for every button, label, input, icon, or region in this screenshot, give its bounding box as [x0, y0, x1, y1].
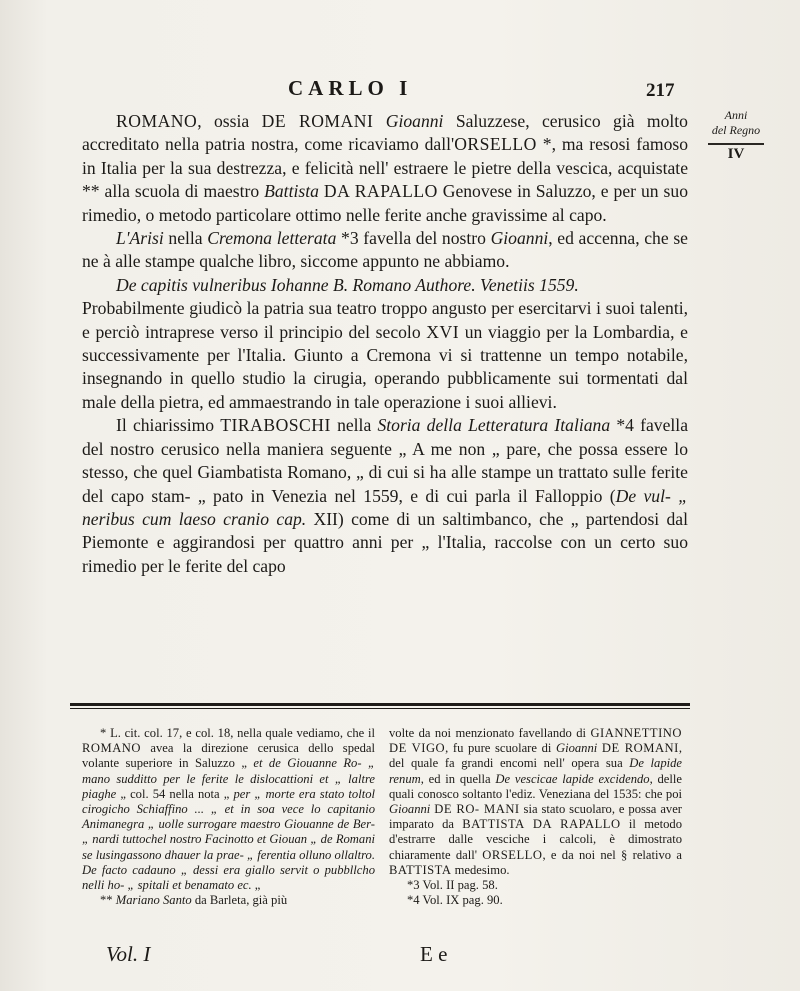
text-run: *, ma resosi famoso in Italia per la sua destrezza, e felicità nell' estraere le pietre della vescica, acquistate ** alla scuola di maestro [82, 134, 689, 202]
footnote-column-right [389, 726, 682, 908]
footnote-4: *4 Vol. IX pag. 90. [407, 893, 503, 908]
catchword: E e [420, 942, 448, 966]
text-run: „ col. 54 nella nota „ [116, 786, 234, 801]
name-de-romani: DE RO- MANI [434, 802, 520, 817]
name-battista-da-rapallo: BATTISTA DA RAPALLO [462, 817, 621, 832]
name-romano: ROMANO [116, 111, 198, 131]
text-run [373, 111, 385, 131]
text-run: *3 favella del nostro [336, 228, 491, 249]
margin-note [700, 108, 772, 162]
text-run: Il chiarissimo [116, 415, 221, 436]
name-gioanni: Gioanni [490, 228, 549, 249]
name-romano: ROMANO [82, 741, 141, 756]
name-gioanni: Gioanni [385, 111, 444, 131]
separator-thick-rule [70, 703, 690, 706]
text-run: , ossia [197, 111, 262, 131]
text-run: *4 favella del nostro cerusico nella maniera seguente „ A me non „ pare, che possa essere lo stesso, che quel Giambatista Romano, „ di cui si ha alle stampe un trattato sulle ferite del capo stam- „ pato in Venezia nel 1559, e di cui parla il Falloppio ( [82, 415, 689, 506]
footnote-column-left [82, 726, 375, 908]
text-run: , delle quali conosco soltanto l'ediz. Veneziana del 1535: che poi [389, 771, 682, 801]
text-run: , fu pure scuolare di [445, 741, 556, 756]
book-title-cremona: Cremona letterata [207, 228, 337, 249]
text-run: volte da noi menzionato favellando di [389, 726, 591, 740]
text-run: , del quale fa grandi encomi nell' opera sua [389, 741, 683, 771]
name-de-romani: DE ROMANI [261, 111, 374, 131]
name-mariano-santo: Mariano Santo [115, 893, 192, 908]
text-run: , e da noi nel § relativo a [542, 847, 682, 862]
name-battista: Battista [264, 181, 319, 202]
name-orsello: ORSELLO [454, 134, 537, 155]
text-run: * L. cit. col. 17, e col. 18, nella quale vediamo, che il [100, 726, 375, 740]
footnote-1 [82, 726, 375, 893]
text-run: medesimo. [451, 862, 510, 877]
citation-text: De capitis vulneribus Iohanne B. Romano Authore. Venetiis 1559. [116, 274, 579, 295]
name-arisi: L'Arisi [116, 228, 164, 249]
text-run: nella [163, 228, 208, 249]
margin-note-numeral: IV [727, 146, 745, 162]
footnote-3: *3 Vol. II pag. 58. [407, 878, 498, 893]
footnote-2-continued [389, 726, 682, 878]
text-run: Probabilmente giudicò la patria sua teatro troppo angusto per esercitarvi i suoi talenti, e perciò intraprese verso il principio del secolo [82, 298, 688, 342]
name-da-rapallo: DA RAPALLO [323, 181, 438, 202]
text-run: il metodo d'estrarre dalle vesciche i calcoli, è dimostrato chiaramente dall' [389, 817, 682, 862]
text-run: un viaggio per la Lombardia, e successivamente per l'Italia. Giunto a Cremona vi si trattenne un tempo notabile, insegnando in quello studio la cirugia, operando pubblicamente sui tormentati dal male della pietra, ed ammaestrando in tale operazione i suoi allievi. [82, 321, 688, 412]
text-run: XII) come di un saltimbanco, che „ partendosi dal Piemonte e aggirandosi per quattro anni per „ l'Italia, raccolse con un certo suo rimedio per le ferite del capo [82, 508, 688, 576]
name-orsello: ORSELLO [482, 847, 543, 862]
book-title-de-vulneribus: De vul- „ neribus cum laeso cranio cap. [82, 485, 688, 529]
name-gioanni: Gioanni [389, 802, 431, 817]
paragraph-3 [82, 297, 688, 414]
quoted-text: et de Giouanne Ro- „ mano sudditto per le ferite le dislocattioni et „ laltre piaghe [82, 756, 375, 801]
paragraph-1 [82, 110, 688, 227]
text-run: da Barleta, già più [191, 893, 288, 908]
book-title-de-vescicae: De vescicae lapide excidendo [495, 771, 650, 786]
text-run: , ed accenna, che se ne à alle stampe qualche libro, siccome appunto ne abbiamo. [82, 228, 688, 272]
text-run: „ [251, 878, 261, 893]
name-tiraboschi: TIRABOSCHI [220, 415, 331, 436]
paragraph-2 [82, 227, 688, 274]
text-run: nella [330, 415, 378, 436]
book-title-storia: Storia della Letteratura Italiana [377, 415, 611, 436]
book-citation [82, 274, 688, 297]
name-giannettino: GIANNETTINO DE VIGO [389, 726, 682, 756]
main-text [82, 110, 688, 578]
text-run: , ed in quella [420, 771, 496, 786]
text-run: ** [100, 893, 116, 908]
name-de-romani: DE ROMANI [601, 741, 679, 756]
footnote-separator [70, 703, 690, 709]
name-gioanni: Gioanni [555, 741, 598, 756]
text-run: Genovese in Saluzzo, e per un suo rimedio, o metodo particolare ottimo nelle ferite anche gravissime al capo. [82, 181, 688, 225]
running-title: CARLO I [288, 76, 413, 100]
margin-note-line-2: del Regno [711, 123, 761, 137]
text-run: avea la direzione cerusica dello spedal volante superiore in Saluzzo „ [82, 741, 375, 771]
margin-note-rule [708, 143, 764, 145]
margin-note-line-1: Anni [724, 108, 748, 122]
footnote-2 [82, 893, 375, 908]
book-title-de-lapide: De lapide renum [389, 756, 682, 786]
century-numeral: XVI [426, 321, 460, 342]
text-run: Saluzzese, cerusico già molto accreditato nella patria nostra, come ricaviamo dall' [82, 111, 688, 155]
name-battista: BATTISTA [389, 862, 452, 877]
footnotes [82, 726, 682, 908]
text-run: sia stato scuolaro, e possa aver imparato da [389, 802, 682, 832]
signature-mark: Vol. I [106, 942, 151, 966]
paragraph-4 [82, 414, 688, 578]
page-number: 217 [646, 80, 675, 101]
quoted-text: per „ morte era stato toltol cirogicho Schiaffino ... „ et in soa vece lo capitanio Animanegra „ uolle surrogare maestro Giouanne de Ber- „ nardi tuttochel nostro Facinotto et Giouan „ de Romani se lusingassono dhauer la prae- „ ferentia olluno ollaltro. De facto cadauno „ dessi era giallo servit o pubbllcho nelli ho- „ spitali et benamato ec. [82, 786, 375, 893]
separator-thin-rule [70, 708, 690, 709]
